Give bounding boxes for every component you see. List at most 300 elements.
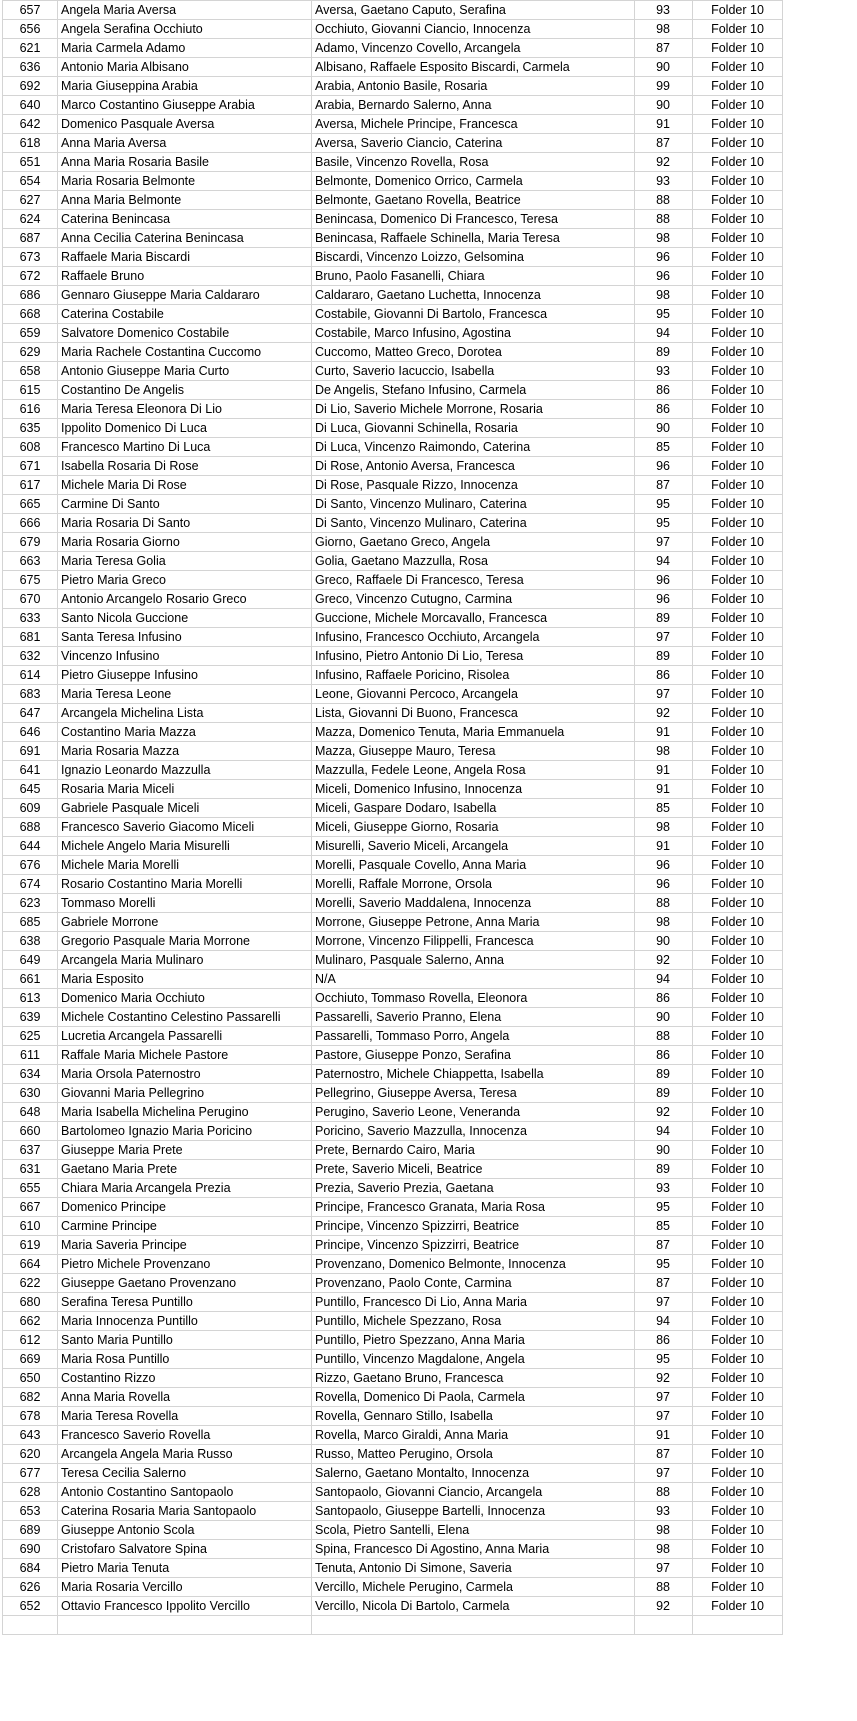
- record-id-cell[interactable]: 635: [3, 419, 58, 438]
- folder-cell[interactable]: Folder 10: [693, 1426, 783, 1445]
- number-cell[interactable]: 97: [635, 628, 693, 647]
- parents-cell[interactable]: De Angelis, Stefano Infusino, Carmela: [312, 381, 635, 400]
- record-id-cell[interactable]: 632: [3, 647, 58, 666]
- number-cell[interactable]: 94: [635, 1312, 693, 1331]
- person-name-cell[interactable]: Caterina Rosaria Maria Santopaolo: [58, 1502, 312, 1521]
- parents-cell[interactable]: Di Rose, Antonio Aversa, Francesca: [312, 457, 635, 476]
- parents-cell[interactable]: Mazza, Giuseppe Mauro, Teresa: [312, 742, 635, 761]
- number-cell[interactable]: 87: [635, 134, 693, 153]
- number-cell[interactable]: 92: [635, 1369, 693, 1388]
- record-id-cell[interactable]: 692: [3, 77, 58, 96]
- parents-cell[interactable]: Morrone, Vincenzo Filippelli, Francesca: [312, 932, 635, 951]
- folder-cell[interactable]: Folder 10: [693, 1179, 783, 1198]
- record-id-cell[interactable]: 636: [3, 58, 58, 77]
- parents-cell[interactable]: Di Luca, Giovanni Schinella, Rosaria: [312, 419, 635, 438]
- person-name-cell[interactable]: Raffaele Bruno: [58, 267, 312, 286]
- parents-cell[interactable]: Infusino, Francesco Occhiuto, Arcangela: [312, 628, 635, 647]
- person-name-cell[interactable]: Gregorio Pasquale Maria Morrone: [58, 932, 312, 951]
- folder-cell[interactable]: Folder 10: [693, 1578, 783, 1597]
- folder-cell[interactable]: Folder 10: [693, 1521, 783, 1540]
- folder-cell[interactable]: Folder 10: [693, 1388, 783, 1407]
- parents-cell[interactable]: Golia, Gaetano Mazzulla, Rosa: [312, 552, 635, 571]
- folder-cell[interactable]: Folder 10: [693, 685, 783, 704]
- parents-cell[interactable]: Leone, Giovanni Percoco, Arcangela: [312, 685, 635, 704]
- record-id-cell[interactable]: 677: [3, 1464, 58, 1483]
- number-cell[interactable]: 88: [635, 894, 693, 913]
- record-id-cell[interactable]: 651: [3, 153, 58, 172]
- folder-cell[interactable]: Folder 10: [693, 666, 783, 685]
- parents-cell[interactable]: Principe, Francesco Granata, Maria Rosa: [312, 1198, 635, 1217]
- person-name-cell[interactable]: Francesco Saverio Rovella: [58, 1426, 312, 1445]
- number-cell[interactable]: 97: [635, 533, 693, 552]
- parents-cell[interactable]: Paternostro, Michele Chiappetta, Isabella: [312, 1065, 635, 1084]
- number-cell[interactable]: 96: [635, 571, 693, 590]
- folder-cell[interactable]: Folder 10: [693, 628, 783, 647]
- record-id-cell[interactable]: 664: [3, 1255, 58, 1274]
- folder-cell[interactable]: Folder 10: [693, 1464, 783, 1483]
- folder-cell[interactable]: Folder 10: [693, 609, 783, 628]
- person-name-cell[interactable]: Tommaso Morelli: [58, 894, 312, 913]
- folder-cell[interactable]: Folder 10: [693, 1217, 783, 1236]
- person-name-cell[interactable]: Rosaria Maria Miceli: [58, 780, 312, 799]
- person-name-cell[interactable]: Marco Costantino Giuseppe Arabia: [58, 96, 312, 115]
- folder-cell[interactable]: Folder 10: [693, 267, 783, 286]
- folder-cell[interactable]: Folder 10: [693, 723, 783, 742]
- folder-cell[interactable]: Folder 10: [693, 856, 783, 875]
- parents-cell[interactable]: Di Lio, Saverio Michele Morrone, Rosaria: [312, 400, 635, 419]
- parents-cell[interactable]: Mazza, Domenico Tenuta, Maria Emmanuela: [312, 723, 635, 742]
- record-id-cell[interactable]: 626: [3, 1578, 58, 1597]
- parents-cell[interactable]: Costabile, Marco Infusino, Agostina: [312, 324, 635, 343]
- person-name-cell[interactable]: Anna Maria Rovella: [58, 1388, 312, 1407]
- person-name-cell[interactable]: Vincenzo Infusino: [58, 647, 312, 666]
- folder-cell[interactable]: Folder 10: [693, 96, 783, 115]
- parents-cell[interactable]: Morelli, Raffale Morrone, Orsola: [312, 875, 635, 894]
- record-id-cell[interactable]: 681: [3, 628, 58, 647]
- number-cell[interactable]: 96: [635, 875, 693, 894]
- number-cell[interactable]: 94: [635, 552, 693, 571]
- folder-cell[interactable]: Folder 10: [693, 419, 783, 438]
- record-id-cell[interactable]: 682: [3, 1388, 58, 1407]
- number-cell[interactable]: 97: [635, 1293, 693, 1312]
- folder-cell[interactable]: Folder 10: [693, 1407, 783, 1426]
- folder-cell[interactable]: Folder 10: [693, 837, 783, 856]
- parents-cell[interactable]: Aversa, Gaetano Caputo, Serafina: [312, 1, 635, 20]
- record-id-cell[interactable]: 649: [3, 951, 58, 970]
- parents-cell[interactable]: Albisano, Raffaele Esposito Biscardi, Carmela: [312, 58, 635, 77]
- record-id-cell[interactable]: 619: [3, 1236, 58, 1255]
- person-name-cell[interactable]: Teresa Cecilia Salerno: [58, 1464, 312, 1483]
- number-cell[interactable]: 93: [635, 362, 693, 381]
- parents-cell[interactable]: Biscardi, Vincenzo Loizzo, Gelsomina: [312, 248, 635, 267]
- parents-cell[interactable]: Scola, Pietro Santelli, Elena: [312, 1521, 635, 1540]
- person-name-cell[interactable]: Anna Cecilia Caterina Benincasa: [58, 229, 312, 248]
- record-id-cell[interactable]: 622: [3, 1274, 58, 1293]
- person-name-cell[interactable]: Angela Serafina Occhiuto: [58, 20, 312, 39]
- folder-cell[interactable]: Folder 10: [693, 1540, 783, 1559]
- number-cell[interactable]: 85: [635, 1217, 693, 1236]
- person-name-cell[interactable]: Domenico Pasquale Aversa: [58, 115, 312, 134]
- folder-cell[interactable]: Folder 10: [693, 191, 783, 210]
- record-id-cell[interactable]: 611: [3, 1046, 58, 1065]
- number-cell[interactable]: 93: [635, 1502, 693, 1521]
- record-id-cell[interactable]: 671: [3, 457, 58, 476]
- parents-cell[interactable]: Infusino, Pietro Antonio Di Lio, Teresa: [312, 647, 635, 666]
- parents-cell[interactable]: Mazzulla, Fedele Leone, Angela Rosa: [312, 761, 635, 780]
- person-name-cell[interactable]: Maria Rosa Puntillo: [58, 1350, 312, 1369]
- person-name-cell[interactable]: Anna Maria Rosaria Basile: [58, 153, 312, 172]
- record-id-cell[interactable]: 679: [3, 533, 58, 552]
- parents-cell[interactable]: Principe, Vincenzo Spizzirri, Beatrice: [312, 1217, 635, 1236]
- record-id-cell[interactable]: 670: [3, 590, 58, 609]
- person-name-cell[interactable]: Arcangela Michelina Lista: [58, 704, 312, 723]
- person-name-cell[interactable]: Raffaele Maria Biscardi: [58, 248, 312, 267]
- person-name-cell[interactable]: Gaetano Maria Prete: [58, 1160, 312, 1179]
- person-name-cell[interactable]: Domenico Principe: [58, 1198, 312, 1217]
- number-cell[interactable]: 98: [635, 286, 693, 305]
- record-id-cell[interactable]: 663: [3, 552, 58, 571]
- person-name-cell[interactable]: Maria Teresa Rovella: [58, 1407, 312, 1426]
- person-name-cell[interactable]: Antonio Costantino Santopaolo: [58, 1483, 312, 1502]
- parents-cell[interactable]: Morrone, Giuseppe Petrone, Anna Maria: [312, 913, 635, 932]
- number-cell[interactable]: 89: [635, 1065, 693, 1084]
- number-cell[interactable]: 96: [635, 590, 693, 609]
- number-cell[interactable]: 90: [635, 1008, 693, 1027]
- folder-cell[interactable]: Folder 10: [693, 153, 783, 172]
- folder-cell[interactable]: Folder 10: [693, 1198, 783, 1217]
- person-name-cell[interactable]: Maria Carmela Adamo: [58, 39, 312, 58]
- parents-cell[interactable]: Puntillo, Vincenzo Magdalone, Angela: [312, 1350, 635, 1369]
- record-id-cell[interactable]: 667: [3, 1198, 58, 1217]
- record-id-cell[interactable]: 654: [3, 172, 58, 191]
- parents-cell[interactable]: Costabile, Giovanni Di Bartolo, Francesca: [312, 305, 635, 324]
- parents-cell[interactable]: Spina, Francesco Di Agostino, Anna Maria: [312, 1540, 635, 1559]
- number-cell[interactable]: 95: [635, 1350, 693, 1369]
- person-name-cell[interactable]: Chiara Maria Arcangela Prezia: [58, 1179, 312, 1198]
- number-cell[interactable]: 87: [635, 39, 693, 58]
- record-id-cell[interactable]: 616: [3, 400, 58, 419]
- folder-cell[interactable]: Folder 10: [693, 1065, 783, 1084]
- record-id-cell[interactable]: 634: [3, 1065, 58, 1084]
- record-id-cell[interactable]: 674: [3, 875, 58, 894]
- record-id-cell[interactable]: 650: [3, 1369, 58, 1388]
- number-cell[interactable]: 90: [635, 932, 693, 951]
- person-name-cell[interactable]: Arcangela Angela Maria Russo: [58, 1445, 312, 1464]
- number-cell[interactable]: 86: [635, 666, 693, 685]
- parents-cell[interactable]: Prete, Bernardo Cairo, Maria: [312, 1141, 635, 1160]
- number-cell[interactable]: 88: [635, 191, 693, 210]
- person-name-cell[interactable]: Raffale Maria Michele Pastore: [58, 1046, 312, 1065]
- parents-cell[interactable]: Provenzano, Domenico Belmonte, Innocenza: [312, 1255, 635, 1274]
- record-id-cell[interactable]: 610: [3, 1217, 58, 1236]
- folder-cell[interactable]: Folder 10: [693, 343, 783, 362]
- folder-cell[interactable]: Folder 10: [693, 77, 783, 96]
- folder-cell[interactable]: Folder 10: [693, 514, 783, 533]
- person-name-cell[interactable]: Michele Maria Morelli: [58, 856, 312, 875]
- folder-cell[interactable]: Folder 10: [693, 818, 783, 837]
- person-name-cell[interactable]: Maria Rosaria Mazza: [58, 742, 312, 761]
- number-cell[interactable]: 87: [635, 1236, 693, 1255]
- number-cell[interactable]: 90: [635, 58, 693, 77]
- number-cell[interactable]: 95: [635, 514, 693, 533]
- record-id-cell[interactable]: 655: [3, 1179, 58, 1198]
- person-name-cell[interactable]: Maria Rosaria Belmonte: [58, 172, 312, 191]
- folder-cell[interactable]: Folder 10: [693, 1350, 783, 1369]
- folder-cell[interactable]: Folder 10: [693, 248, 783, 267]
- number-cell[interactable]: 98: [635, 913, 693, 932]
- person-name-cell[interactable]: Francesco Martino Di Luca: [58, 438, 312, 457]
- folder-cell[interactable]: Folder 10: [693, 1084, 783, 1103]
- record-id-cell[interactable]: 647: [3, 704, 58, 723]
- record-id-cell[interactable]: 637: [3, 1141, 58, 1160]
- record-id-cell[interactable]: 644: [3, 837, 58, 856]
- number-cell[interactable]: 85: [635, 438, 693, 457]
- folder-cell[interactable]: Folder 10: [693, 58, 783, 77]
- parents-cell[interactable]: Basile, Vincenzo Rovella, Rosa: [312, 153, 635, 172]
- record-id-cell[interactable]: 673: [3, 248, 58, 267]
- folder-cell[interactable]: Folder 10: [693, 1160, 783, 1179]
- number-cell[interactable]: 92: [635, 1597, 693, 1616]
- person-name-cell[interactable]: Ottavio Francesco Ippolito Vercillo: [58, 1597, 312, 1616]
- record-id-cell[interactable]: 676: [3, 856, 58, 875]
- number-cell[interactable]: 89: [635, 1160, 693, 1179]
- person-name-cell[interactable]: Pietro Maria Tenuta: [58, 1559, 312, 1578]
- number-cell[interactable]: 95: [635, 1198, 693, 1217]
- number-cell[interactable]: 96: [635, 248, 693, 267]
- parents-cell[interactable]: Pellegrino, Giuseppe Aversa, Teresa: [312, 1084, 635, 1103]
- parents-cell[interactable]: Greco, Vincenzo Cutugno, Carmina: [312, 590, 635, 609]
- number-cell[interactable]: 90: [635, 96, 693, 115]
- folder-cell[interactable]: Folder 10: [693, 305, 783, 324]
- number-cell[interactable]: 89: [635, 647, 693, 666]
- record-id-cell[interactable]: 689: [3, 1521, 58, 1540]
- person-name-cell[interactable]: Pietro Maria Greco: [58, 571, 312, 590]
- parents-cell[interactable]: Morelli, Pasquale Covello, Anna Maria: [312, 856, 635, 875]
- folder-cell[interactable]: Folder 10: [693, 1046, 783, 1065]
- folder-cell[interactable]: Folder 10: [693, 1027, 783, 1046]
- record-id-cell[interactable]: 662: [3, 1312, 58, 1331]
- record-id-cell[interactable]: 617: [3, 476, 58, 495]
- parents-cell[interactable]: Vercillo, Nicola Di Bartolo, Carmela: [312, 1597, 635, 1616]
- record-id-cell[interactable]: 613: [3, 989, 58, 1008]
- number-cell[interactable]: 95: [635, 1255, 693, 1274]
- parents-cell[interactable]: Cuccomo, Matteo Greco, Dorotea: [312, 343, 635, 362]
- parents-cell[interactable]: Caldararo, Gaetano Luchetta, Innocenza: [312, 286, 635, 305]
- number-cell[interactable]: 86: [635, 381, 693, 400]
- record-id-cell[interactable]: 652: [3, 1597, 58, 1616]
- number-cell[interactable]: 97: [635, 685, 693, 704]
- folder-cell[interactable]: Folder 10: [693, 1, 783, 20]
- person-name-cell[interactable]: Ignazio Leonardo Mazzulla: [58, 761, 312, 780]
- number-cell[interactable]: 86: [635, 989, 693, 1008]
- folder-cell[interactable]: Folder 10: [693, 324, 783, 343]
- parents-cell[interactable]: Adamo, Vincenzo Covello, Arcangela: [312, 39, 635, 58]
- number-cell[interactable]: 86: [635, 400, 693, 419]
- record-id-cell[interactable]: 680: [3, 1293, 58, 1312]
- number-cell[interactable]: 98: [635, 229, 693, 248]
- person-name-cell[interactable]: Isabella Rosaria Di Rose: [58, 457, 312, 476]
- folder-cell[interactable]: Folder 10: [693, 533, 783, 552]
- parents-cell[interactable]: Belmonte, Gaetano Rovella, Beatrice: [312, 191, 635, 210]
- folder-cell[interactable]: Folder 10: [693, 647, 783, 666]
- folder-cell[interactable]: Folder 10: [693, 799, 783, 818]
- number-cell[interactable]: 87: [635, 476, 693, 495]
- number-cell[interactable]: 94: [635, 324, 693, 343]
- person-name-cell[interactable]: Costantino Maria Mazza: [58, 723, 312, 742]
- number-cell[interactable]: 90: [635, 1141, 693, 1160]
- parents-cell[interactable]: Di Santo, Vincenzo Mulinaro, Caterina: [312, 495, 635, 514]
- number-cell[interactable]: 93: [635, 1179, 693, 1198]
- number-cell[interactable]: 97: [635, 1559, 693, 1578]
- number-cell[interactable]: 98: [635, 742, 693, 761]
- record-id-cell[interactable]: 609: [3, 799, 58, 818]
- person-name-cell[interactable]: Maria Rosaria Di Santo: [58, 514, 312, 533]
- folder-cell[interactable]: Folder 10: [693, 476, 783, 495]
- person-name-cell[interactable]: Serafina Teresa Puntillo: [58, 1293, 312, 1312]
- folder-cell[interactable]: Folder 10: [693, 1255, 783, 1274]
- parents-cell[interactable]: Rizzo, Gaetano Bruno, Francesca: [312, 1369, 635, 1388]
- person-name-cell[interactable]: Arcangela Maria Mulinaro: [58, 951, 312, 970]
- folder-cell[interactable]: Folder 10: [693, 20, 783, 39]
- number-cell[interactable]: 89: [635, 343, 693, 362]
- folder-cell[interactable]: Folder 10: [693, 913, 783, 932]
- person-name-cell[interactable]: Gennaro Giuseppe Maria Caldararo: [58, 286, 312, 305]
- person-name-cell[interactable]: Maria Orsola Paternostro: [58, 1065, 312, 1084]
- folder-cell[interactable]: Folder 10: [693, 457, 783, 476]
- folder-cell[interactable]: Folder 10: [693, 742, 783, 761]
- number-cell[interactable]: 97: [635, 1388, 693, 1407]
- folder-cell[interactable]: Folder 10: [693, 1502, 783, 1521]
- person-name-cell[interactable]: Salvatore Domenico Costabile: [58, 324, 312, 343]
- number-cell[interactable]: 98: [635, 818, 693, 837]
- person-name-cell[interactable]: Ippolito Domenico Di Luca: [58, 419, 312, 438]
- record-id-cell[interactable]: 656: [3, 20, 58, 39]
- record-id-cell[interactable]: 627: [3, 191, 58, 210]
- folder-cell[interactable]: Folder 10: [693, 229, 783, 248]
- person-name-cell[interactable]: Caterina Benincasa: [58, 210, 312, 229]
- record-id-cell[interactable]: 629: [3, 343, 58, 362]
- number-cell[interactable]: 88: [635, 1027, 693, 1046]
- parents-cell[interactable]: Curto, Saverio Iacuccio, Isabella: [312, 362, 635, 381]
- record-id-cell[interactable]: 614: [3, 666, 58, 685]
- folder-cell[interactable]: Folder 10: [693, 115, 783, 134]
- parents-cell[interactable]: Di Rose, Pasquale Rizzo, Innocenza: [312, 476, 635, 495]
- person-name-cell[interactable]: Michele Angelo Maria Misurelli: [58, 837, 312, 856]
- folder-cell[interactable]: Folder 10: [693, 495, 783, 514]
- number-cell[interactable]: 94: [635, 1122, 693, 1141]
- number-cell[interactable]: 89: [635, 609, 693, 628]
- folder-cell[interactable]: Folder 10: [693, 780, 783, 799]
- folder-cell[interactable]: Folder 10: [693, 951, 783, 970]
- parents-cell[interactable]: Benincasa, Raffaele Schinella, Maria Teresa: [312, 229, 635, 248]
- folder-cell[interactable]: Folder 10: [693, 362, 783, 381]
- person-name-cell[interactable]: Gabriele Pasquale Miceli: [58, 799, 312, 818]
- folder-cell[interactable]: Folder 10: [693, 381, 783, 400]
- parents-cell[interactable]: Greco, Raffaele Di Francesco, Teresa: [312, 571, 635, 590]
- person-name-cell[interactable]: Giovanni Maria Pellegrino: [58, 1084, 312, 1103]
- parents-cell[interactable]: Vercillo, Michele Perugino, Carmela: [312, 1578, 635, 1597]
- person-name-cell[interactable]: Maria Rosaria Vercillo: [58, 1578, 312, 1597]
- folder-cell[interactable]: Folder 10: [693, 875, 783, 894]
- parents-cell[interactable]: Di Luca, Vincenzo Raimondo, Caterina: [312, 438, 635, 457]
- record-id-cell[interactable]: 665: [3, 495, 58, 514]
- parents-cell[interactable]: Occhiuto, Tommaso Rovella, Eleonora: [312, 989, 635, 1008]
- parents-cell[interactable]: Pastore, Giuseppe Ponzo, Serafina: [312, 1046, 635, 1065]
- person-name-cell[interactable]: Lucretia Arcangela Passarelli: [58, 1027, 312, 1046]
- folder-cell[interactable]: Folder 10: [693, 571, 783, 590]
- empty-cell[interactable]: [693, 1616, 783, 1635]
- record-id-cell[interactable]: 648: [3, 1103, 58, 1122]
- parents-cell[interactable]: Provenzano, Paolo Conte, Carmina: [312, 1274, 635, 1293]
- parents-cell[interactable]: Passarelli, Tommaso Porro, Angela: [312, 1027, 635, 1046]
- record-id-cell[interactable]: 620: [3, 1445, 58, 1464]
- folder-cell[interactable]: Folder 10: [693, 1122, 783, 1141]
- person-name-cell[interactable]: Antonio Arcangelo Rosario Greco: [58, 590, 312, 609]
- record-id-cell[interactable]: 658: [3, 362, 58, 381]
- person-name-cell[interactable]: Caterina Costabile: [58, 305, 312, 324]
- parents-cell[interactable]: Rovella, Marco Giraldi, Anna Maria: [312, 1426, 635, 1445]
- record-id-cell[interactable]: 668: [3, 305, 58, 324]
- record-id-cell[interactable]: 684: [3, 1559, 58, 1578]
- record-id-cell[interactable]: 672: [3, 267, 58, 286]
- folder-cell[interactable]: Folder 10: [693, 1141, 783, 1160]
- person-name-cell[interactable]: Santo Nicola Guccione: [58, 609, 312, 628]
- person-name-cell[interactable]: Costantino Rizzo: [58, 1369, 312, 1388]
- person-name-cell[interactable]: Cristofaro Salvatore Spina: [58, 1540, 312, 1559]
- number-cell[interactable]: 86: [635, 1331, 693, 1350]
- number-cell[interactable]: 85: [635, 799, 693, 818]
- number-cell[interactable]: 92: [635, 704, 693, 723]
- person-name-cell[interactable]: Maria Innocenza Puntillo: [58, 1312, 312, 1331]
- number-cell[interactable]: 96: [635, 856, 693, 875]
- number-cell[interactable]: 98: [635, 20, 693, 39]
- number-cell[interactable]: 91: [635, 780, 693, 799]
- number-cell[interactable]: 96: [635, 457, 693, 476]
- folder-cell[interactable]: Folder 10: [693, 590, 783, 609]
- parents-cell[interactable]: Puntillo, Francesco Di Lio, Anna Maria: [312, 1293, 635, 1312]
- record-id-cell[interactable]: 690: [3, 1540, 58, 1559]
- person-name-cell[interactable]: Maria Giuseppina Arabia: [58, 77, 312, 96]
- parents-cell[interactable]: Aversa, Saverio Ciancio, Caterina: [312, 134, 635, 153]
- record-id-cell[interactable]: 691: [3, 742, 58, 761]
- person-name-cell[interactable]: Maria Teresa Golia: [58, 552, 312, 571]
- parents-cell[interactable]: Prezia, Saverio Prezia, Gaetana: [312, 1179, 635, 1198]
- empty-cell[interactable]: [312, 1616, 635, 1635]
- folder-cell[interactable]: Folder 10: [693, 286, 783, 305]
- person-name-cell[interactable]: Maria Rosaria Giorno: [58, 533, 312, 552]
- number-cell[interactable]: 86: [635, 1046, 693, 1065]
- parents-cell[interactable]: Morelli, Saverio Maddalena, Innocenza: [312, 894, 635, 913]
- folder-cell[interactable]: Folder 10: [693, 704, 783, 723]
- parents-cell[interactable]: Giorno, Gaetano Greco, Angela: [312, 533, 635, 552]
- number-cell[interactable]: 90: [635, 419, 693, 438]
- record-id-cell[interactable]: 640: [3, 96, 58, 115]
- person-name-cell[interactable]: Carmine Principe: [58, 1217, 312, 1236]
- person-name-cell[interactable]: Domenico Maria Occhiuto: [58, 989, 312, 1008]
- folder-cell[interactable]: Folder 10: [693, 761, 783, 780]
- record-id-cell[interactable]: 685: [3, 913, 58, 932]
- parents-cell[interactable]: Santopaolo, Giuseppe Bartelli, Innocenza: [312, 1502, 635, 1521]
- person-name-cell[interactable]: Anna Maria Aversa: [58, 134, 312, 153]
- folder-cell[interactable]: Folder 10: [693, 1369, 783, 1388]
- record-id-cell[interactable]: 688: [3, 818, 58, 837]
- parents-cell[interactable]: Lista, Giovanni Di Buono, Francesca: [312, 704, 635, 723]
- number-cell[interactable]: 93: [635, 1, 693, 20]
- parents-cell[interactable]: Di Santo, Vincenzo Mulinaro, Caterina: [312, 514, 635, 533]
- record-id-cell[interactable]: 624: [3, 210, 58, 229]
- number-cell[interactable]: 96: [635, 267, 693, 286]
- record-id-cell[interactable]: 666: [3, 514, 58, 533]
